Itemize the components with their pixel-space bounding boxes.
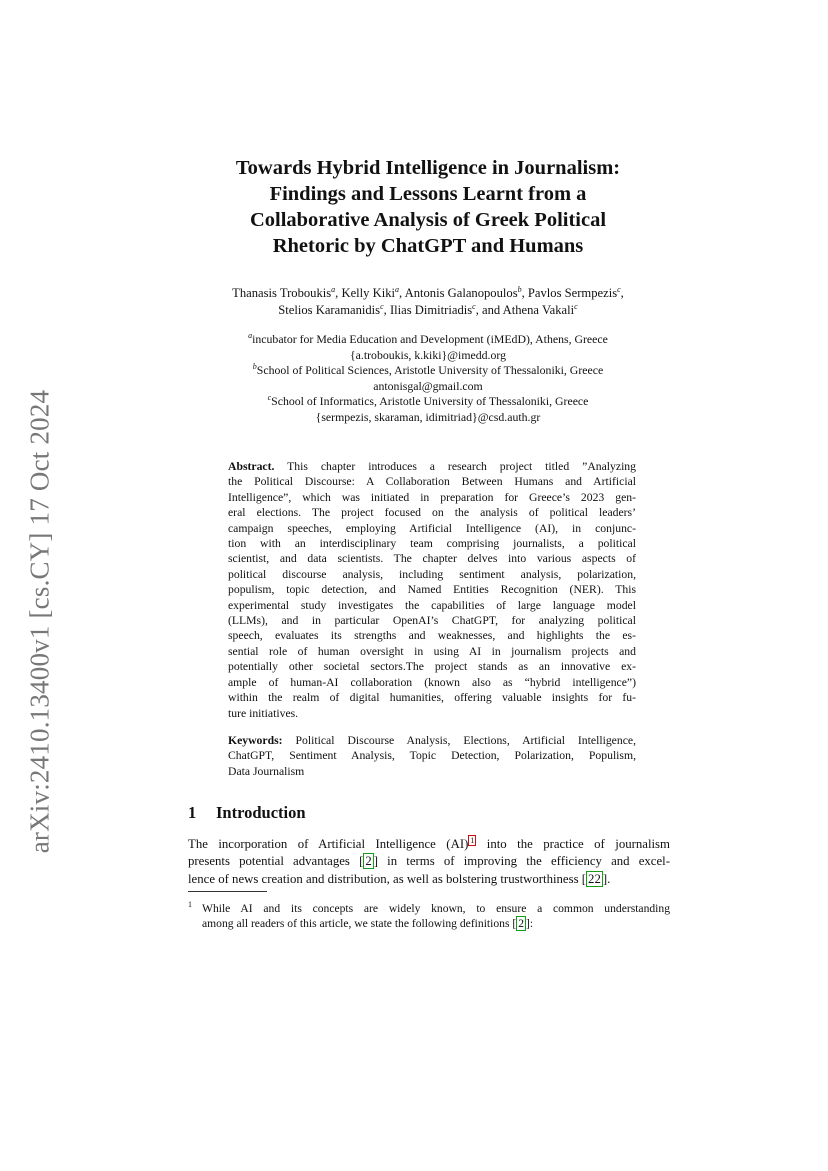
abstract-text: This chapter introduces a research project titled ”Analyzing <box>287 460 636 473</box>
footnote-link[interactable]: 1 <box>470 835 475 845</box>
affil-mark: c <box>267 393 272 403</box>
abstract-line: experimental study investigates the capabilities of large language model <box>228 598 636 612</box>
keywords-line: Data Journalism <box>228 764 305 778</box>
abstract-label: Abstract. <box>228 460 275 473</box>
author-name: Antonis Galanopoulos <box>404 286 518 300</box>
affil-name: incubator for Media Education and Development (iMEdD), Athens, Greece <box>252 332 608 346</box>
abstract-line: speech, evaluates its strengths and weaknesses, and highlights the es- <box>228 629 636 643</box>
body-text: presents potential advantages <box>188 854 360 869</box>
footnote-rule <box>188 891 267 892</box>
affil-mark: a <box>248 331 253 341</box>
intro-paragraph <box>188 836 670 888</box>
title-line: Towards Hybrid Intelligence in Journalism: <box>235 157 621 179</box>
citation-link[interactable]: 2 <box>518 917 525 931</box>
abstract-line: campaign speeches, employing Artificial Intelligence (AI), in conjunc- <box>228 521 636 535</box>
author-affil-mark: c <box>380 301 384 311</box>
abstract-line: within the realm of digital humanities, offering valuable insights for fu- <box>228 691 636 705</box>
abstract-line: (LLMs), and in particular OpenAI’s ChatGPT, for analyzing political <box>228 614 636 628</box>
abstract-line: tion with an interdisciplinary team comprising journalists, a political <box>228 537 636 551</box>
author-list: Thanasis Troboukis$^a$, Kelly Kiki$^a$, Antonis Galanopoulos$^b$, Pavlos Sermpezis$^c$, Stelios Karamanidis$^c$, Ilias Dimitriadis$^c$, and Athena Vakali$^c$ <box>232 284 624 317</box>
footnote <box>188 897 670 931</box>
body-text: lence of news creation and distribution, as well as bolstering trustworthiness <box>188 871 582 886</box>
author-affil-mark: a <box>331 284 336 294</box>
author-affil-mark: c <box>617 284 621 294</box>
author-name: Thanasis Troboukis <box>232 286 332 300</box>
author-affil-mark: a <box>395 284 399 294</box>
affil-email: {a.troboukis, k.kiki}@imedd.org <box>350 347 506 362</box>
arxiv-identifier[interactable]: arXiv:2410.13400v1 [cs.CY] 17 Oct 2024 <box>24 389 55 854</box>
keywords-label: Keywords: <box>228 734 283 747</box>
affiliation-a <box>150 332 706 348</box>
affil-mark: b <box>252 362 257 372</box>
affil-name: School of Informatics, Aristotle University of Thessaloniki, Greece <box>271 394 589 408</box>
affil-name: School of Political Sciences, Aristotle University of Thessaloniki, Greece <box>256 363 604 377</box>
author-name: Pavlos Sermpezis <box>527 286 618 300</box>
abstract-line: the Political Discourse: A Collaboration Between Humans and Artificial <box>228 475 636 489</box>
body-text: in terms of improving the efficiency and excel- <box>378 854 670 869</box>
author-affil-mark: c <box>574 301 578 311</box>
keywords-line <box>228 733 636 748</box>
author-name: Stelios Karamanidis <box>278 303 381 317</box>
body-line <box>188 836 670 853</box>
title-line: Findings and Lessons Learnt from a <box>269 183 587 205</box>
footnote-text: While AI and its concepts are widely known, to ensure a common understanding <box>202 901 670 915</box>
author-conjunction: and <box>482 303 503 317</box>
citation-link[interactable]: 22 <box>588 871 601 886</box>
abstract-line: populism, topic detection, and Named Entities Recognition (NER). This <box>228 583 636 597</box>
body-line: presents potential advantages [ 2 ] in terms of improving the efficiency and excel- <box>188 854 670 869</box>
author-affil-mark: c <box>472 301 476 311</box>
abstract-line: ture initiatives. <box>228 706 299 720</box>
abstract-line: Intelligence”, which was initiated in preparation for Greece’s 2023 gen- <box>228 490 636 504</box>
footnote-line <box>188 897 670 916</box>
author-affil-mark: b <box>517 284 522 294</box>
citation-link[interactable]: 2 <box>365 854 372 869</box>
abstract-line: sential role of human oversight in using AI in journalism projects and <box>228 644 636 658</box>
section-title: Introduction <box>216 803 306 822</box>
author-name: Ilias Dimitriadis <box>389 303 473 317</box>
paper-title <box>150 155 706 259</box>
abstract <box>228 459 636 721</box>
abstract-line: potentially other societal sectors.The project stands as an innovative ex- <box>228 660 636 674</box>
body-text: . <box>607 871 611 886</box>
keywords-line: ChatGPT, Sentiment Analysis, Topic Detection, Polarization, Populism, <box>228 749 636 763</box>
footnote-mark: 1 <box>188 900 192 909</box>
body-text: into the practice of journalism <box>476 837 670 851</box>
author-name: Kelly Kiki <box>341 286 395 300</box>
footnote-line: among all readers of this article, we state the following definitions [ 2 ]: <box>202 917 534 931</box>
footnote-text: : <box>529 917 534 931</box>
abstract-line <box>228 459 636 474</box>
footnote-text: among all readers of this article, we state the following definitions <box>202 917 513 931</box>
body-text: The incorporation of Artificial Intelligence (AI) <box>188 837 469 851</box>
title-line: Rhetoric by ChatGPT and Humans <box>272 235 584 257</box>
keywords <box>228 733 636 779</box>
abstract-line: eral elections. The project focused on the analysis of political leaders’ <box>228 506 636 520</box>
body-line: lence of news creation and distribution, as well as bolstering trustworthiness [ 22 ]. <box>188 871 611 886</box>
affil-email: {sermpezis, skaraman, idimitriad}@csd.auth.gr <box>315 409 541 424</box>
abstract-line: ample of human-AI collaboration (known also as “hybrid intelligence”) <box>228 675 636 689</box>
section-heading <box>188 803 306 823</box>
affiliation-c <box>150 394 706 410</box>
author-name: Athena Vakali <box>502 303 575 317</box>
section-number: 1 <box>188 803 197 822</box>
abstract-line: political discourse analysis, including sentiment analysis, polarization, <box>228 567 636 581</box>
affiliations <box>150 332 706 425</box>
affil-email: antonisgal@gmail.com <box>373 378 483 393</box>
keywords-text: Political Discourse Analysis, Elections, Artificial Intelligence, <box>295 734 637 747</box>
abstract-line: scientist, and data scientists. The chapter delves into various aspects of <box>228 552 636 566</box>
affiliation-b <box>150 363 706 379</box>
title-line: Collaborative Analysis of Greek Political <box>249 209 607 231</box>
